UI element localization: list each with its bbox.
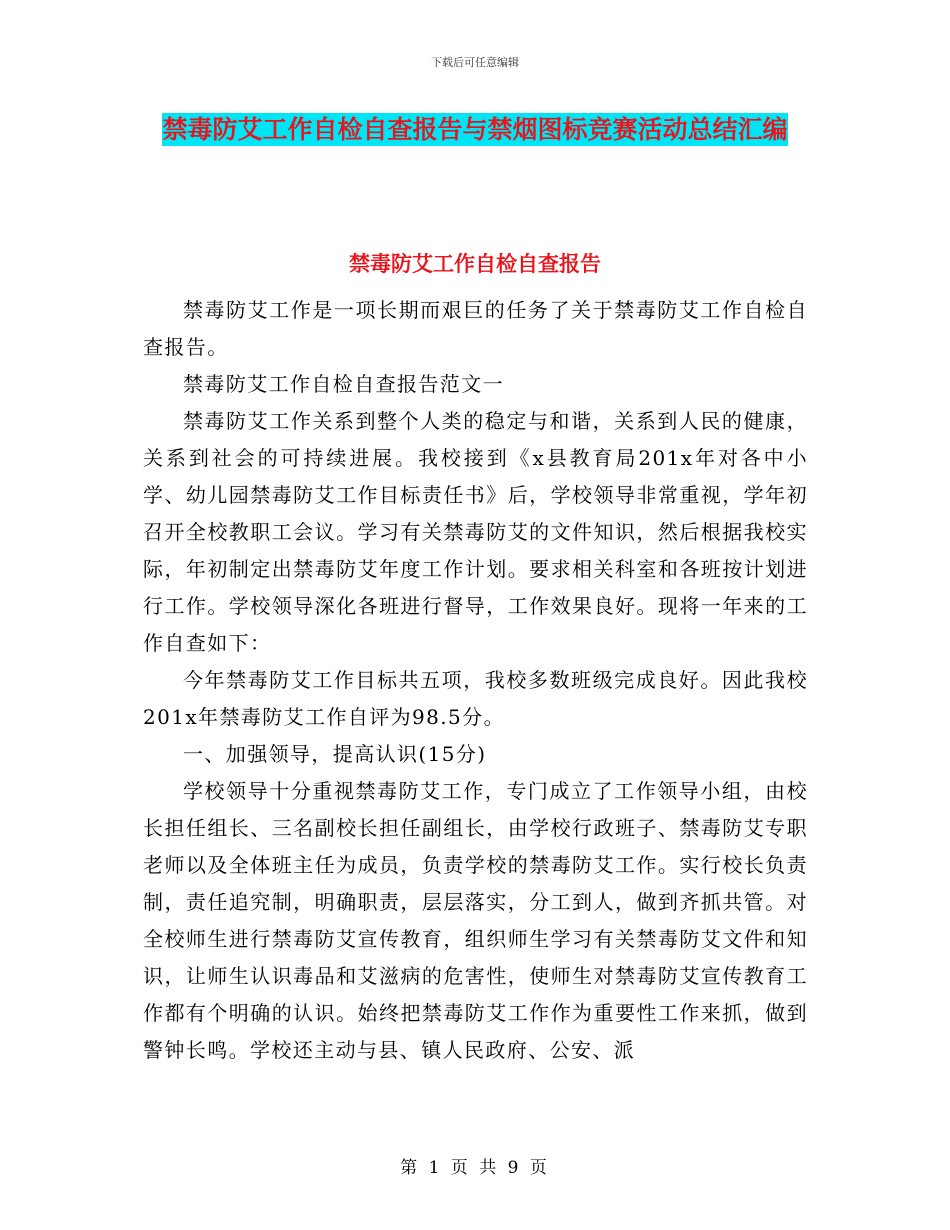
header-note: 下载后可任意编辑 bbox=[431, 56, 519, 69]
paragraph: 一、加强领导，提高认识(15分) bbox=[183, 742, 487, 766]
document-body bbox=[143, 292, 808, 1069]
page-footer: 第 1 页 共 9 页 bbox=[400, 1158, 550, 1178]
paragraph: 今年禁毒防艾工作目标共五项，我校多数班级完成良好。因此我校201x年禁毒防艾工作自评为98.5分。 bbox=[143, 668, 808, 729]
paragraph: 禁毒防艾工作关系到整个人类的稳定与和谐，关系到人民的健康，关系到社会的可持续进展。我校接到《x县教育局201x年对各中小学、幼儿园禁毒防艾工作目标责任书》后，学校领导非常重视，学年初召开全校教职工会议。学习有关禁毒防艾的文件知识，然后根据我校实际，年初制定出禁毒防艾年度工作计划。要求相关科室和各班按计划进行工作。学校领导深化各班进行督导，工作效果良好。现将一年来的工作自查如下： bbox=[143, 409, 808, 655]
paragraph: 禁毒防艾工作是一项长期而艰巨的任务了关于禁毒防艾工作自检自查报告。 bbox=[143, 298, 808, 359]
paragraph: 学校领导十分重视禁毒防艾工作，专门成立了工作领导小组，由校长担任组长、三名副校长担任副组长，由学校行政班子、禁毒防艾专职老师以及全体班主任为成员，负责学校的禁毒防艾工作。实行校长负责制，责任追究制，明确职责，层层落实，分工到人，做到齐抓共管。对全校师生进行禁毒防艾宣传教育，组织师生学习有关禁毒防艾文件和知识，让师生认识毒品和艾滋病的危害性，使师生对禁毒防艾宣传教育工作都有个明确的认识。始终把禁毒防艾工作作为重要性工作来抓，做到警钟长鸣。学校还主动与县、镇人民政府、公安、派 bbox=[143, 779, 808, 1062]
paragraph: 禁毒防艾工作自检自查报告范文一 bbox=[183, 372, 504, 396]
document-title-text: 禁毒防艾工作自检自查报告与禁烟图标竞赛活动总结汇编 bbox=[162, 115, 788, 144]
section-title: 禁毒防艾工作自检自查报告 bbox=[349, 252, 601, 276]
document-title bbox=[140, 108, 810, 152]
